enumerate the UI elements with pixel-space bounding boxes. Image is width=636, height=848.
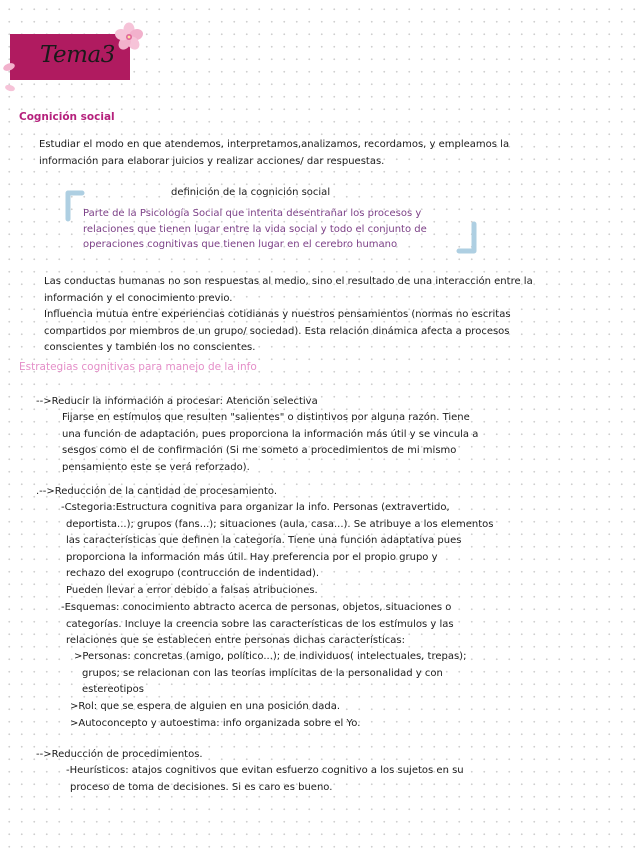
strategy-3-body xyxy=(66,763,464,796)
text-line: compartidos por miembros de un grupo/ sociedad). Esta relación dinámica afecta a procesos xyxy=(44,325,510,337)
text-line: Influencia mutua entre experiencias cotidianas y nuestros pensamientos (normas no escritas xyxy=(44,309,511,321)
text-line: >Autoconcepto y autoestima: info organizada sobre el Yo. xyxy=(70,717,361,729)
text-line: proporciona la información más útil. Hay preferencia por el propio grupo y xyxy=(66,551,438,563)
section-heading-estrategias: Estrategias cognitivas para manejo de la info xyxy=(19,361,257,373)
text-line: conscientes y también los no conscientes. xyxy=(44,342,256,354)
text-line: -Heurísticos: atajos cognitivos que evitan esfuerzo cognitivo a los sujetos en su xyxy=(66,765,464,776)
section-heading-cognicion-social: Cognición social xyxy=(19,111,115,123)
text-line: Pueden llevar a error debido a falsas atribuciones. xyxy=(66,584,318,596)
bracket-decoration xyxy=(455,220,479,256)
definition-text xyxy=(83,206,427,253)
text-line: proceso de toma de decisiones. Si es caro es bueno. xyxy=(70,781,333,793)
small-petal-icon xyxy=(2,62,16,72)
text-line: >Personas: concretas (amigo, político...); de individuos( intelectuales, trepas); xyxy=(74,651,467,662)
text-line: pensamiento este se verá reforzado). xyxy=(62,461,250,473)
conduct-paragraph xyxy=(44,274,533,357)
text-line: -Cstegoria:Estructura cognitiva para organizar la info. Personas (extravertido, xyxy=(61,502,450,513)
text-line: -->Reducción de procedimientos. xyxy=(36,749,203,760)
text-line: estereotipos xyxy=(82,684,144,696)
text-line: Las conductas humanas no son respuestas al medio, sino el resultado de una interacción entre la xyxy=(44,276,533,287)
text-line: rechazo del exogrupo (contrucción de indentidad). xyxy=(66,568,320,580)
intro-paragraph xyxy=(39,137,509,170)
text-line: Fijarse en estímulos que resulten "salientes" o distintivos por alguna razón. Tiene xyxy=(62,412,470,423)
definition-line: Parte de la Psicología Social que intenta desentrañar los procesos y xyxy=(83,208,422,219)
strategy-3-title xyxy=(36,747,203,764)
strategy-2-title xyxy=(36,484,277,501)
text-line: una función de adaptación, pues proporciona la información más útil y se vincula a xyxy=(62,428,479,440)
strategy-2-schema xyxy=(61,600,454,650)
text-line: >Rol: que se espera de alguien en una posición dada. xyxy=(70,701,341,712)
strategy-1-body xyxy=(62,410,478,476)
text-line: Estudiar el modo en que atendemos, interpretamos,analizamos, recordamos, y empleamos la xyxy=(39,139,510,150)
cherry-blossom-flower-icon xyxy=(114,22,144,52)
text-line: deportista...); grupos (fans...); situaciones (aula, casa...). Se atribuye a los elementos xyxy=(66,518,494,530)
text-line: información para elaborar juicios y realizar acciones/ dar respuestas. xyxy=(39,155,385,167)
small-petal-icon xyxy=(4,84,16,92)
page-title: Tema3 xyxy=(40,42,115,68)
text-line: las características que definen la categoría. Tiene una función adaptativa pues xyxy=(66,535,462,547)
text-line: categorías. Incluye la creencia sobre las características de los estímulos y las xyxy=(66,618,454,630)
definition-title: definición de la cognición social xyxy=(171,187,331,198)
text-line: información y el conocimiento previo. xyxy=(44,292,233,304)
text-line: grupos; se relacionan con las teorías implícitas de la personalidad y con xyxy=(82,667,443,679)
strategy-1-title xyxy=(36,394,318,411)
strategy-2-category xyxy=(61,500,494,600)
bracket-decoration xyxy=(63,189,85,223)
text-line: relaciones que se establecen entre personas dichas características: xyxy=(66,635,405,647)
text-line: -Esquemas: conocimiento abtracto acerca de personas, objetos, situaciones o xyxy=(61,602,452,613)
strategy-2-rol xyxy=(70,699,360,732)
text-line: .-->Reducción de la cantidad de procesamiento. xyxy=(36,486,278,497)
text-line: sesgos como el de confirmación (Si me someto a procedimientos de mi mismo xyxy=(62,445,457,457)
definition-line: relaciones que tienen lugar entre la vida social y todo el conjunto de xyxy=(83,223,427,235)
text-line: -->Reducir la información a procesar: Atención selectiva xyxy=(36,396,318,407)
definition-line: operaciones cognitivas que tienen lugar en el cerebro humano xyxy=(83,239,398,250)
strategy-2-persons xyxy=(74,649,466,699)
